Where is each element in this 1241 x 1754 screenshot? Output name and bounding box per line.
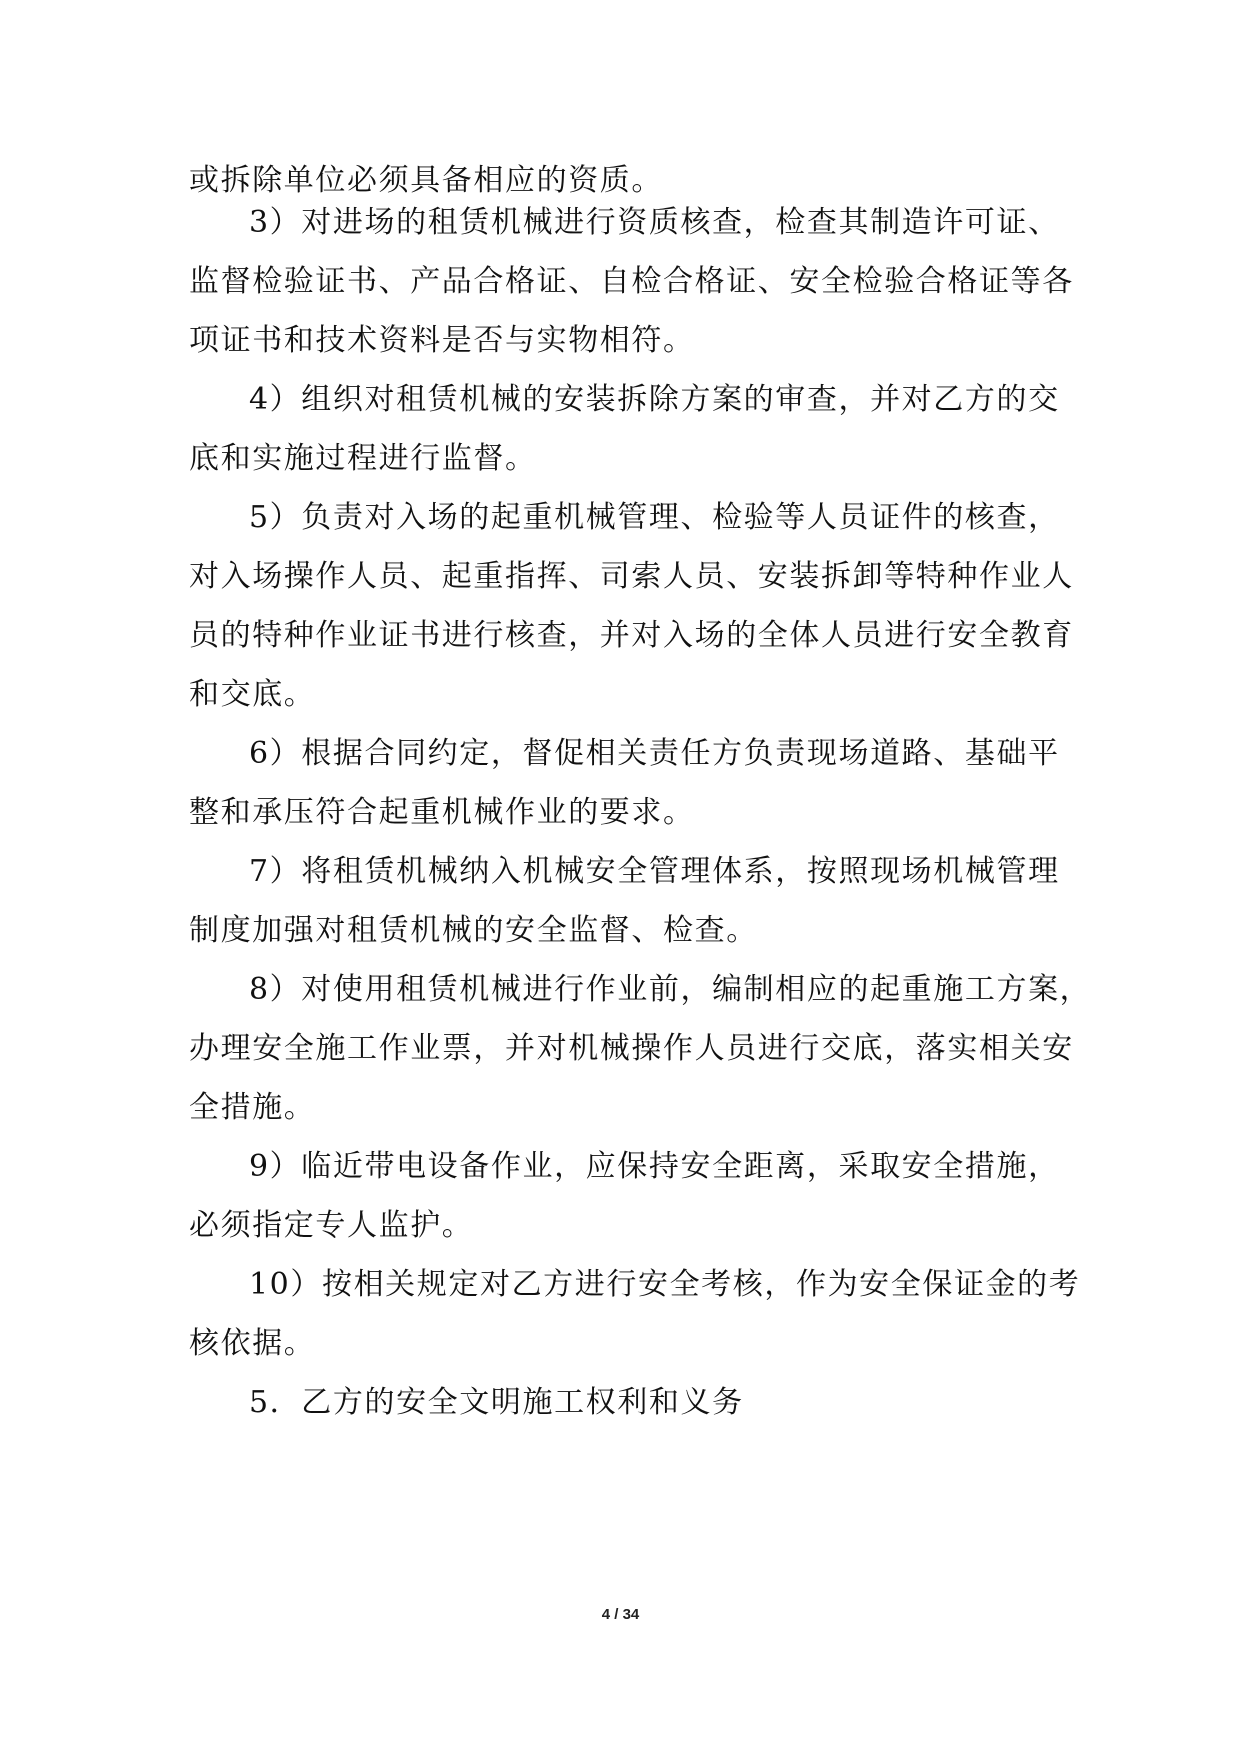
text-line: 或拆除单位必须具备相应的资质。	[189, 163, 663, 198]
text-line: 10）按相关规定对乙方进行安全考核，作为安全保证金的考	[249, 1267, 1081, 1302]
text-line: 核依据。	[189, 1326, 316, 1361]
text-line: 底和实施过程进行监督。	[189, 441, 537, 476]
text-line: 3）对进场的租赁机械进行资质核查，检查其制造许可证、	[249, 205, 1060, 240]
text-line: 监督检验证书、产品合格证、自检合格证、安全检验合格证等各	[189, 264, 1074, 299]
page-number: 4 / 34	[601, 1606, 640, 1623]
text-line: 4）组织对租赁机械的安装拆除方案的审查，并对乙方的交	[249, 382, 1060, 417]
text-line: 必须指定专人监护。	[189, 1208, 474, 1243]
text-line: 对入场操作人员、起重指挥、司索人员、安装拆卸等特种作业人	[189, 559, 1074, 594]
text-line: 整和承压符合起重机械作业的要求。	[189, 795, 695, 830]
text-line: 7）将租赁机械纳入机械安全管理体系，按照现场机械管理	[249, 854, 1060, 889]
text-line: 9）临近带电设备作业，应保持安全距离，采取安全措施，	[249, 1149, 1060, 1184]
text-line: 全措施。	[189, 1090, 316, 1125]
text-line: 5）负责对入场的起重机械管理、检验等人员证件的核查，	[249, 500, 1060, 535]
section-heading: 5．乙方的安全文明施工权利和义务	[249, 1385, 744, 1420]
text-line: 项证书和技术资料是否与实物相符。	[189, 323, 695, 358]
text-line: 办理安全施工作业票，并对机械操作人员进行交底，落实相关安	[189, 1031, 1074, 1066]
text-line: 6）根据合同约定，督促相关责任方负责现场道路、基础平	[249, 736, 1060, 771]
text-line: 8）对使用租赁机械进行作业前，编制相应的起重施工方案，	[249, 972, 1092, 1007]
text-line: 员的特种作业证书进行核查，并对入场的全体人员进行安全教育	[189, 618, 1074, 653]
text-line: 制度加强对租赁机械的安全监督、检查。	[189, 913, 758, 948]
text-line: 和交底。	[189, 677, 316, 712]
